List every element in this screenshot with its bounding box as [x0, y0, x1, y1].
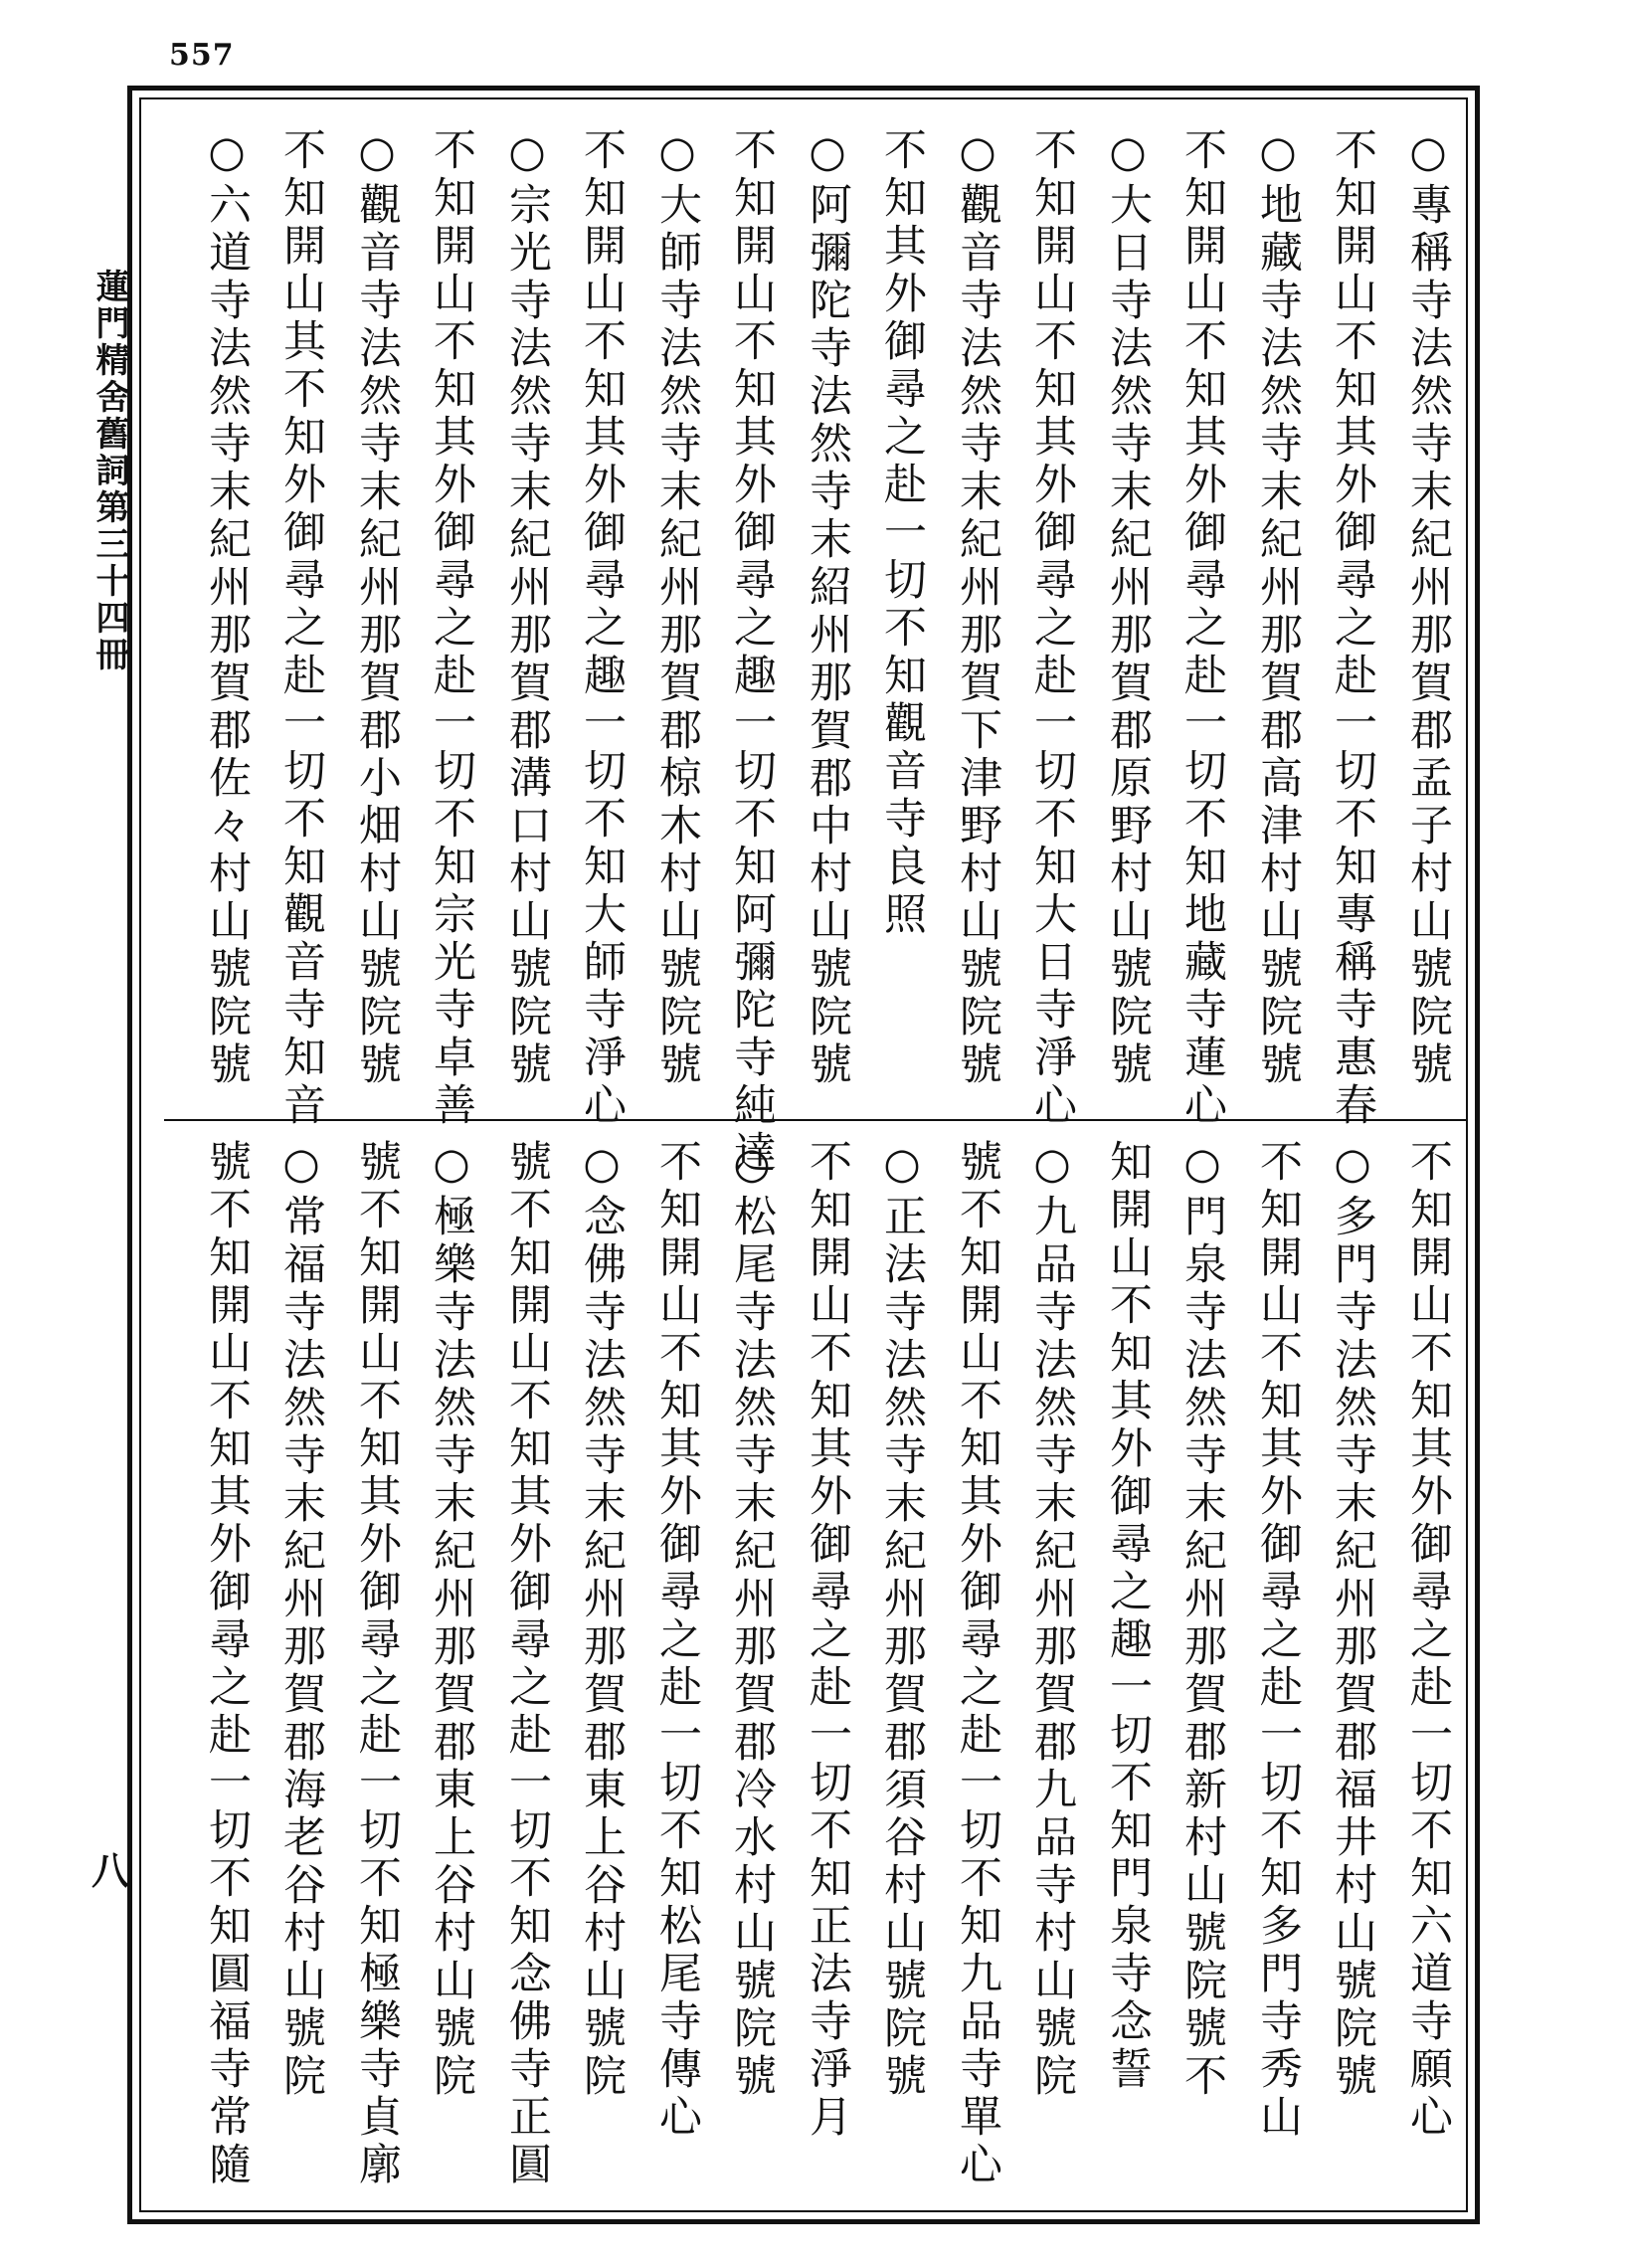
text-column: 號不知開山不知其外御尋之赴一切不知極樂寺貞廓	[352, 1139, 402, 2189]
text-column: ○松尾寺法然寺末紀州那賀郡冷水村山號院號	[727, 1139, 777, 2101]
text-column: 不知開山不知其外御尋之趣一切不知大師寺淨心	[577, 127, 627, 1130]
text-column: 不知開山不知其外御尋之赴一切不知多門寺秀山	[1253, 1139, 1303, 2142]
text-column: ○觀音寺法然寺末紀州那賀郡小畑村山號院號	[352, 127, 402, 1089]
text-column: 不知開山不知其外御尋之赴一切不知專稱寺惠春	[1328, 127, 1377, 1130]
page-number: 557	[169, 38, 235, 73]
text-column: 不知其外御尋之赴一切不知觀音寺良照	[877, 127, 927, 939]
text-column: ○觀音寺法然寺末紀州那賀下津野村山號院號	[953, 127, 1002, 1089]
text-column: ○極樂寺法然寺末紀州那賀郡東上谷村山號院	[427, 1139, 476, 2101]
text-column: ○常福寺法然寺末紀州那賀郡海老谷村山號院	[276, 1139, 326, 2101]
text-column: ○正法寺法然寺末紀州那賀郡須谷村山號院號	[877, 1139, 927, 2101]
text-column: 不知開山不知其外御尋之趣一切不知阿彌陀寺純達	[727, 127, 777, 1178]
text-column: 不知開山其不知外御尋之赴一切不知觀音寺知音	[276, 127, 326, 1130]
section-divider	[164, 1119, 1467, 1121]
text-column: ○六道寺法然寺末紀州那賀郡佐々村山號院號	[202, 127, 252, 1089]
text-column: 不知開山不知其外御尋之赴一切不知松尾寺傳心	[652, 1139, 702, 2142]
text-column: ○念佛寺法然寺末紀州那賀郡東上谷村山號院	[577, 1139, 627, 2101]
text-column: 不知開山不知其外御尋之赴一切不知六道寺願心	[1403, 1139, 1453, 2142]
text-column: 號不知開山不知其外御尋之赴一切不知九品寺單心	[953, 1139, 1002, 2189]
text-column: 知開山不知其外御尋之趣一切不知門泉寺念誓	[1103, 1139, 1153, 2094]
text-column: ○門泉寺法然寺末紀州那賀郡新村山號院號不	[1177, 1139, 1227, 2101]
text-column: 號不知開山不知其外御尋之赴一切不知念佛寺正圓	[502, 1139, 552, 2189]
text-column: ○大師寺法然寺末紀州那賀郡椋木村山號院號	[652, 127, 702, 1089]
text-column: ○九品寺法然寺末紀州那賀郡九品寺村山號院	[1027, 1139, 1077, 2101]
text-column: ○大日寺法然寺末紀州那賀郡原野村山號院號	[1103, 127, 1153, 1089]
text-column: ○專稱寺法然寺末紀州那賀郡孟子村山號院號	[1403, 127, 1453, 1089]
text-column: ○宗光寺法然寺末紀州那賀郡溝口村山號院號	[502, 127, 552, 1089]
folio-number: 八	[91, 1848, 130, 1893]
text-column: ○阿彌陀寺法然寺末紹州那賀郡中村山號院號	[803, 127, 852, 1089]
text-column: 不知開山不知其外御尋之赴一切不知正法寺淨月	[803, 1139, 852, 2142]
book-title: 蓮門精舍舊詞第三十四冊	[90, 269, 129, 673]
text-column: 不知開山不知其外御尋之赴一切不知大日寺淨心	[1027, 127, 1077, 1130]
text-column: 不知開山不知其外御尋之赴一切不知地藏寺蓮心	[1177, 127, 1227, 1130]
text-column: ○地藏寺法然寺末紀州那賀郡高津村山號院號	[1253, 127, 1303, 1089]
text-column: 號不知開山不知其外御尋之赴一切不知圓福寺常隨	[202, 1139, 252, 2189]
text-column: ○多門寺法然寺末紀州那賀郡福井村山號院號	[1328, 1139, 1377, 2101]
text-column: 不知開山不知其外御尋之赴一切不知宗光寺卓善	[427, 127, 476, 1130]
